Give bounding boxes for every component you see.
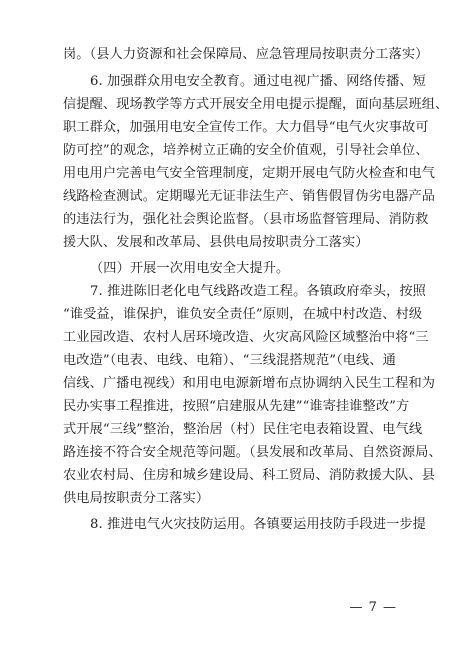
text-line: 信提醒、现场教学等方式开展安全用电提示提醒，面向基层班组、 [63,97,449,112]
text-line: 7. 推进陈旧老化电气线路改造工程。各镇政府牵头，按照 [90,284,426,299]
text-line: 职工群众，加强用电安全宣传工作。大力倡导“电气火灾事故可 [63,120,429,135]
text-line: 民办实事工程推进，按照“启建服从先建”“谁寄挂谁整改”方 [63,399,410,414]
text-line: 路连接不符合安全规范等问题。（县发展和改革局、自然资源局、 [63,445,442,460]
text-line: 6. 加强群众用电安全教育。通过电视广播、网络传播、短 [90,74,426,89]
text-line: 8. 推进电气火灾技防运用。各镇要运用技防手段进一步提 [90,517,426,532]
text-line: 用电用户完善电气安全管理制度，定期开展电气防火检查和电气 [63,166,436,181]
text-line: 岗。（县人力资源和社会保障局、应急管理局按职责分工落实） [63,47,429,62]
text-line: 信线、广播电视线）和用电电源新增布点协调纳入民生工程和为 [63,376,436,391]
text-line: 电改造”（电表、电线、电箱）、“三线混搭规范”（电线、通 [63,353,396,368]
text-line: 供电局按职责分工落实） [63,491,210,506]
page-number: — 7 — [349,600,397,615]
text-line: 农业农村局、住房和城乡建设局、科工贸局、消防救援大队、县 [63,468,436,483]
text-line: 线路检查测试。定期曝光无证非法生产、销售假冒伪劣电器产品 [63,189,436,204]
text-line: 式开展“三线”整治，整治居（村）民住宅电表箱设置、电气线 [63,422,423,437]
text-line: 的违法行为，强化社会舆论监督。（县市场监督管理局、消防救 [63,212,429,227]
text-line: 援大队、发展和改革局、县供电局按职责分工落实） [63,235,369,250]
text-line: （四）开展一次用电安全大提升。 [90,261,290,276]
text-line: 防可控”的观念，培养树立正确的安全价值观，引导社会单位、 [63,143,429,158]
text-line: “谁受益，谁保护，谁负安全责任”原则，在城中村改造、村级 [63,307,423,322]
text-line: 工业园改造、农村人居环境改造、火灾高风险区域整治中将“三 [63,330,429,345]
